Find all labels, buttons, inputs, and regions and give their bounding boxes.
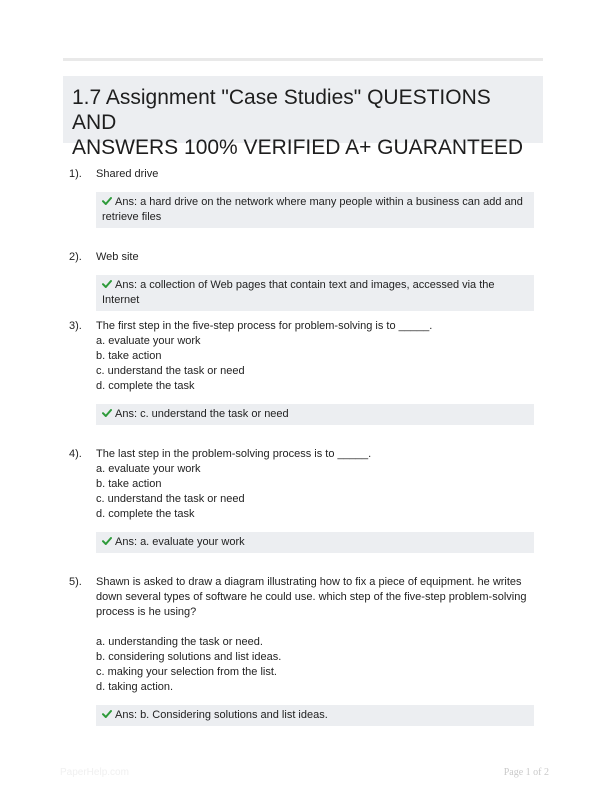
question-line: process is he using? [96, 606, 197, 618]
question-line: Shared drive [96, 168, 159, 180]
answer-line [102, 535, 528, 550]
question-number: 1). [69, 168, 82, 180]
question-line: a. evaluate your work [96, 335, 201, 347]
checkmark-icon [102, 196, 112, 206]
page-title-line-2: ANSWERS 100% VERIFIED A+ GUARANTEED [72, 136, 524, 159]
question-line: a. evaluate your work [96, 463, 201, 475]
title-box [63, 76, 543, 159]
question-line: c. understand the task or need [96, 493, 245, 505]
answer-line [102, 278, 528, 308]
question-text [96, 319, 526, 394]
question-line: Shawn is asked to draw a diagram illustrating how to fix a piece of equipment. he writes [96, 576, 522, 588]
question-line: b. take action [96, 350, 162, 362]
question-number: 5). [69, 576, 82, 588]
page-title [72, 85, 535, 160]
top-rule [63, 58, 543, 61]
question-line: a. understanding the task or need. [96, 636, 263, 648]
page-title-line-1: 1.7 Assignment "Case Studies" QUESTIONS AND [72, 86, 491, 134]
question-line: b. considering solutions and list ideas. [96, 651, 282, 663]
question-number: 4). [69, 448, 82, 460]
question-line: d. complete the task [96, 508, 195, 520]
checkmark-icon [102, 536, 112, 546]
answer-box [96, 532, 534, 553]
answer-box [96, 192, 534, 228]
question-line: The first step in the five-step process for problem-solving is to _____. [96, 320, 433, 332]
footer-watermark: PaperHelp.com [60, 767, 129, 778]
answer-text: Ans: c. understand the task or need [115, 408, 289, 420]
question-line: b. take action [96, 478, 162, 490]
answer-line [102, 407, 528, 422]
question-number: 3). [69, 320, 82, 332]
question-line [96, 620, 526, 635]
checkmark-icon [102, 709, 112, 719]
question-line: d. taking action. [96, 681, 174, 693]
question-line: The last step in the problem-solving process is to _____. [96, 448, 372, 460]
answer-text: Ans: a collection of Web pages that contain text and images, accessed via the Internet [102, 279, 495, 306]
answer-line [102, 195, 528, 210]
question-text [96, 575, 526, 695]
answer-box [96, 275, 534, 311]
checkmark-icon [102, 408, 112, 418]
answer-text: Ans: a. evaluate your work [115, 536, 245, 548]
question-line: c. making your selection from the list. [96, 666, 277, 678]
question-number: 2). [69, 251, 82, 263]
answer-text: Ans: b. Considering solutions and list ideas. [115, 709, 328, 721]
question-line: Web site [96, 251, 139, 263]
question-text [96, 447, 526, 522]
checkmark-icon [102, 279, 112, 289]
question-line: c. understand the task or need [96, 365, 245, 377]
answer-text: retrieve files [102, 211, 162, 223]
question-line: d. complete the task [96, 380, 195, 392]
answer-line [102, 708, 528, 723]
answer-line [102, 210, 528, 225]
answer-box [96, 404, 534, 425]
question-text [96, 167, 526, 182]
page-number: Page 1 of 2 [503, 767, 549, 778]
answer-text: Ans: a hard drive on the network where many people within a business can add and [115, 196, 523, 208]
question-text [96, 250, 526, 265]
question-line: down several types of software he could use. which step of the five-step problem-solving [96, 591, 527, 603]
answer-box [96, 705, 534, 726]
